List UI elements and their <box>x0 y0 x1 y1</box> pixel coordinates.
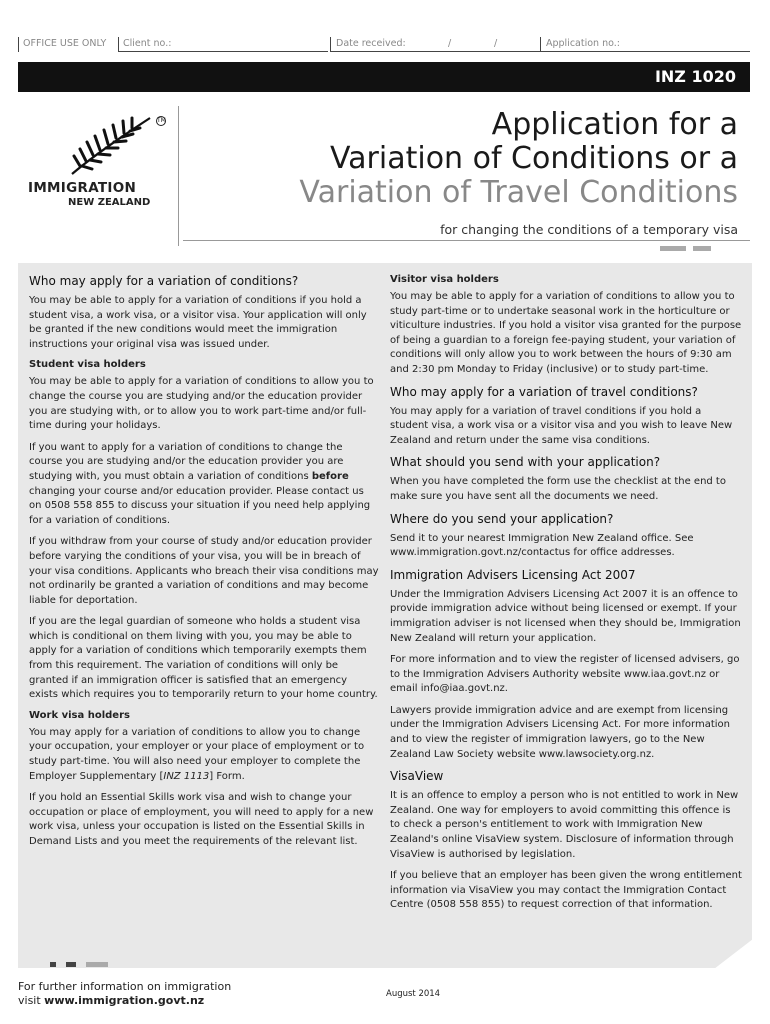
office-use-label: OFFICE USE ONLY <box>23 38 107 49</box>
website-link[interactable]: www.immigration.govt.nz <box>44 994 205 1007</box>
footer-line: For further information on immigration <box>18 980 232 993</box>
paragraph: For more information and to view the register of licensed advisers, go to the Immigration Advisers Authority website www.iaa.govt.nz or email info@iaa.govt.nz. <box>390 654 740 695</box>
form-reference: INZ 1113 <box>163 770 210 782</box>
divider <box>183 240 750 241</box>
paragraph: Lawyers provide immigration advice and are exempt from licensing under the Immigration Advisers Licensing Act. For more information and to view the register of immigration lawyers, go to the New Zealand Law Society website www.lawsociety.org.nz. <box>390 704 730 760</box>
heading-work-visa: Work visa holders <box>29 709 130 721</box>
text-run: changing your course and/or education provider. Please contact us on 0508 558 855 to discuss your situation if you need help applying for a variation of conditions. <box>29 485 371 526</box>
logo-text-new-zealand: NEW ZEALAND <box>68 197 151 208</box>
page-subtitle: for changing the conditions of a temporary visa <box>440 222 738 237</box>
text-run-bold: before <box>311 470 349 482</box>
heading-student-visa: Student visa holders <box>29 359 146 371</box>
right-column <box>390 274 742 920</box>
paragraph <box>29 726 379 784</box>
date-slash: / <box>448 38 452 49</box>
text-run: ] Form. <box>209 770 245 782</box>
heading-who-may-apply: Who may apply for a variation of conditions? <box>29 274 299 288</box>
text-run: visit <box>18 994 45 1007</box>
application-no-label: Application no.: <box>546 38 620 49</box>
divider <box>178 106 179 246</box>
heading-travel-conditions: Who may apply for a variation of travel conditions? <box>390 384 698 399</box>
heading-what-to-send: What should you send with your application? <box>390 455 661 470</box>
application-no-line <box>540 51 750 52</box>
page-title <box>299 108 738 210</box>
paragraph <box>29 441 379 529</box>
divider <box>118 37 119 52</box>
fern-icon <box>68 114 153 176</box>
form-code: INZ 1020 <box>654 67 736 86</box>
paragraph: You may be able to apply for a variation of conditions to allow you to change the course you are studying and/or the education provider you are studying with, or to allow you to work part-time and/or full-time during your holidays. <box>29 376 374 432</box>
date-slash: / <box>494 38 498 49</box>
decorative-bar <box>660 246 686 251</box>
immigration-nz-logo <box>28 114 168 214</box>
paragraph: If you are the legal guardian of someone who holds a student visa which is conditional on them living with you, you may be able to apply for a variation of conditions which temporarily exempts them from this requirement. The variation of conditions will only be granted if an immigration officer is satisfied that an emergency exists which requires you to temporarily return to your home country. <box>29 616 378 701</box>
paragraph: If you withdraw from your course of study and/or education provider before varying the conditions of your visa, you will be in breach of your visa conditions. Applicants who breach their visa conditions may not ordinarily be granted a variation of conditions and may become liable for deportation. <box>29 536 379 606</box>
header-bar <box>18 62 750 92</box>
heading-visaview: VisaView <box>390 769 444 784</box>
footer-info <box>18 980 231 1008</box>
divider <box>330 37 331 52</box>
date-line <box>330 51 540 52</box>
paragraph: It is an offence to employ a person who is not entitled to work in New Zealand. One way for employers to avoid committing this offence is to check a person's entitlement to work with Immigration New Zealand's online VisaView system. Disclosure of information through VisaView is authorised by legislation. <box>390 790 739 860</box>
paragraph: If you hold an Essential Skills work visa and wish to change your occupation or place of employment, you will need to apply for a new work visa, unless your occupation is listed on the Essential Skills in Demand Lists and you meet the requirements of the relevant list. <box>29 792 374 847</box>
title-line-2: Variation of Conditions or a <box>329 141 738 176</box>
divider <box>540 37 541 52</box>
text-run: You may apply for a variation of conditions to allow you to change your occupation, your employer or your place of employment or to study part-time. You will also need your employer to complete the Employer Supplementary [ <box>29 726 365 782</box>
trademark-mark: TM <box>157 117 166 124</box>
decorative-bar <box>86 962 108 967</box>
paragraph: You may apply for a variation of travel conditions if you hold a student visa, a work visa or a visitor visa and you wish to leave New Zealand and return under the same visa conditions. <box>390 405 733 446</box>
client-no-line <box>118 51 328 52</box>
client-no-label: Client no.: <box>123 38 172 49</box>
decorative-bar <box>693 246 711 251</box>
text-run: If you want to apply for a variation of conditions to change the course you are studying and/or the education provider you are studying with, you must obtain a variation of conditions <box>29 441 344 482</box>
heading-where-to-send: Where do you send your application? <box>390 511 614 526</box>
heading-iala: Immigration Advisers Licensing Act 2007 <box>390 567 636 582</box>
publication-date: August 2014 <box>386 989 441 999</box>
footer-line <box>18 994 231 1008</box>
paragraph: Send it to your nearest Immigration New Zealand office. See www.immigration.govt.nz/contactus for office addresses. <box>390 532 694 559</box>
left-column <box>29 274 379 857</box>
paragraph: You may be able to apply for a variation of conditions to allow you to study part-time or to undertake seasonal work in the horticulture or viticulture industries. If you hold a visitor visa granted for the purpose of being a guardian to a foreign fee-paying student, your variation of conditions will only allow you to work between the hours of 9:30 am and 2:30 pm Monday to Friday (inclusive) or to study part-time. <box>390 291 742 375</box>
paragraph: Under the Immigration Advisers Licensing Act 2007 it is an offence to provide immigration advice without being licensed or exempt. If your immigration adviser is not licensed when they should be, Immigration New Zealand will return your application. <box>390 588 741 644</box>
paragraph: When you have completed the form use the checklist at the end to make sure you have sent all the documents we need. <box>390 476 726 502</box>
date-received-label: Date received: <box>336 38 406 49</box>
logo-text-immigration: IMMIGRATION <box>28 180 137 196</box>
paragraph: If you believe that an employer has been given the wrong entitlement information via VisaView you may contact the Immigration Contact Centre (0508 558 855) to request correction of that information. <box>390 870 742 911</box>
paragraph: You may be able to apply for a variation of conditions if you hold a student visa, a work visa, or a visitor visa. Your application will only be granted if the new conditions would meet the immigration instructions your original visa was issued under. <box>29 295 367 350</box>
decorative-bar <box>50 962 56 967</box>
heading-visitor-visa: Visitor visa holders <box>390 274 499 285</box>
office-use-strip <box>18 37 750 53</box>
decorative-bar <box>66 962 76 967</box>
divider <box>18 37 19 52</box>
title-line-1: Application for a <box>491 107 738 142</box>
title-line-3: Variation of Travel Conditions <box>299 175 738 210</box>
